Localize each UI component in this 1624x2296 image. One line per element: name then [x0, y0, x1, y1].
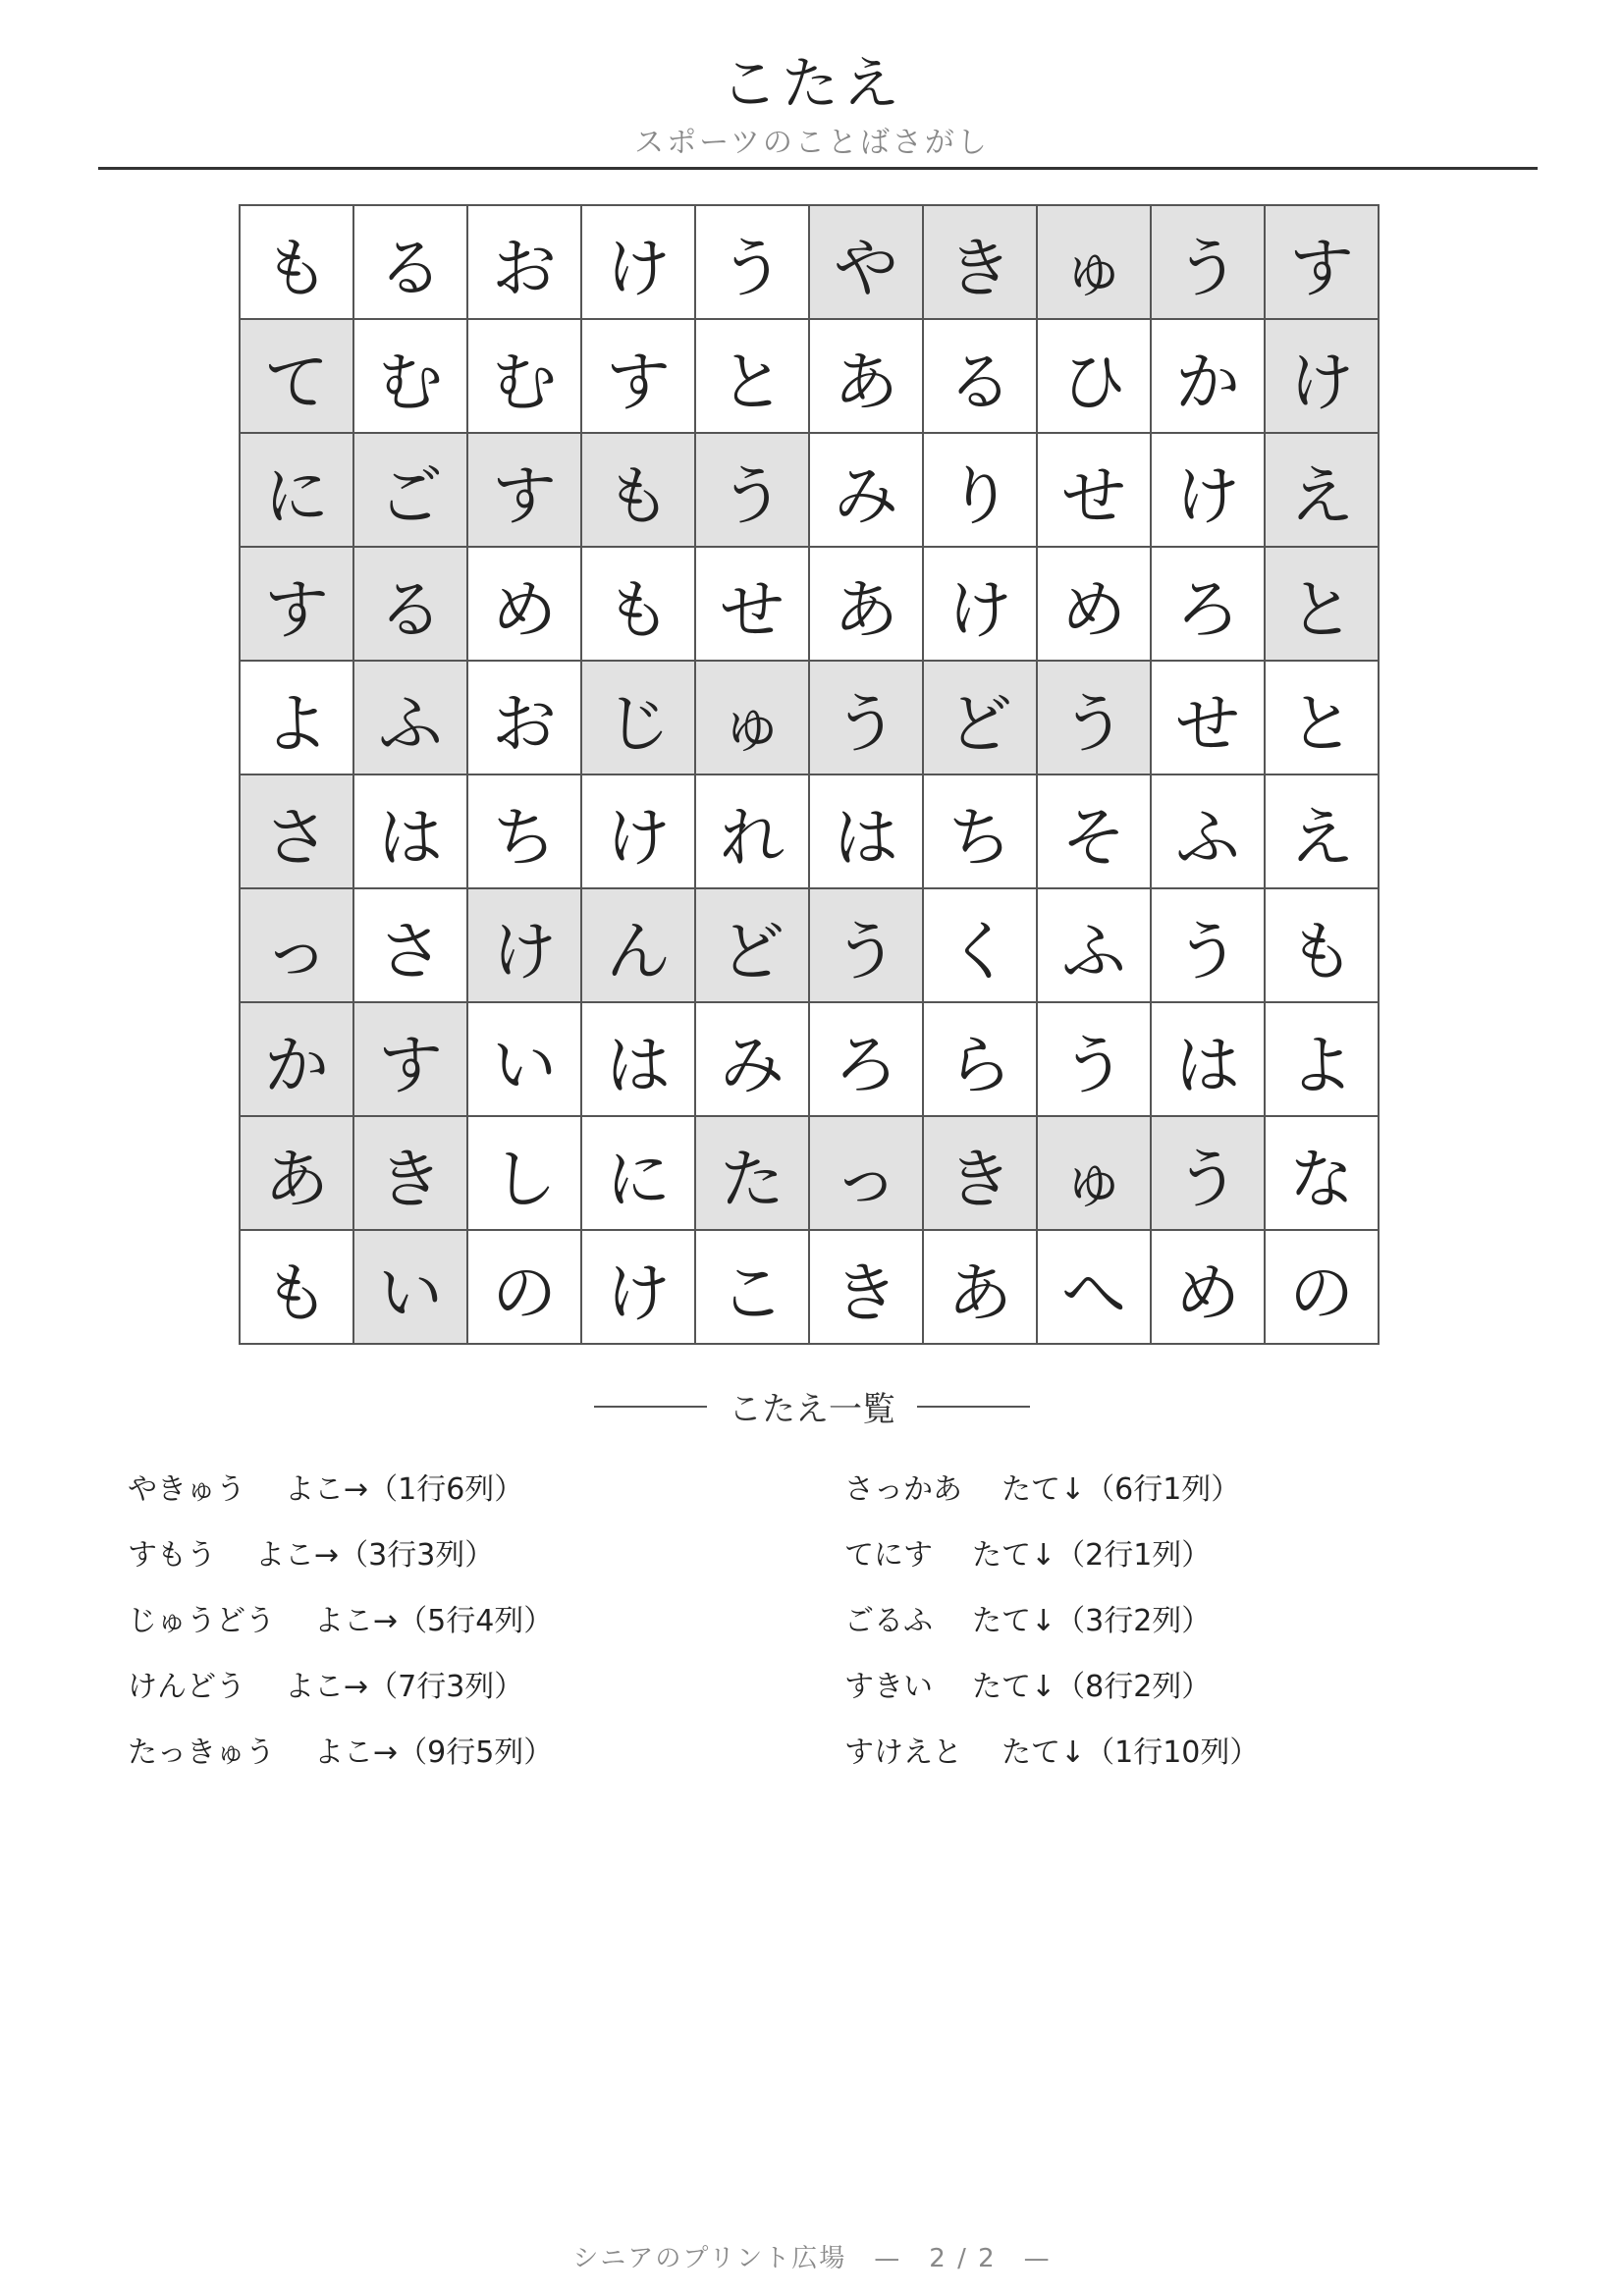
grid-cell: ゅ [696, 662, 810, 775]
grid-cell: せ [696, 548, 810, 662]
answer-word: さっかあ [844, 1471, 962, 1507]
grid-cell: よ [1266, 1003, 1380, 1117]
grid-cell: け [1266, 320, 1380, 434]
grid-cell: き [810, 1231, 924, 1345]
grid-cell: そ [1038, 775, 1152, 889]
answer-position: たて↓（6行1列） [1001, 1471, 1241, 1507]
grid-cell: け [582, 1231, 696, 1345]
grid-cell: き [354, 1117, 468, 1231]
grid-cell: あ [810, 320, 924, 434]
grid-cell: ふ [1152, 775, 1266, 889]
grid-cell: は [1152, 1003, 1266, 1117]
grid-cell: う [696, 206, 810, 320]
grid-cell: う [810, 662, 924, 775]
grid-cell: お [468, 662, 582, 775]
grid-cell: り [924, 434, 1038, 548]
grid-cell: る [354, 548, 468, 662]
answer-item [128, 1650, 844, 1716]
answer-position: よこ→（3行3列） [255, 1537, 495, 1573]
grid-cell: も [241, 1231, 354, 1345]
grid-cell: さ [354, 889, 468, 1003]
grid-cell: ゅ [1038, 206, 1152, 320]
grid-cell: と [1266, 662, 1380, 775]
grid-cell: す [468, 434, 582, 548]
grid-cell: え [1266, 775, 1380, 889]
grid-cell: か [241, 1003, 354, 1117]
grid-cell: み [696, 1003, 810, 1117]
answer-position: たて↓（3行2列） [972, 1603, 1212, 1638]
grid-cell: っ [810, 1117, 924, 1231]
grid-cell: ろ [810, 1003, 924, 1117]
grid-cell: め [1152, 1231, 1266, 1345]
grid-cell: す [241, 548, 354, 662]
page-title: こたえ [720, 50, 903, 117]
grid-cell: ふ [1038, 889, 1152, 1003]
grid-cell: に [582, 1117, 696, 1231]
grid-cell: き [924, 206, 1038, 320]
grid-cell: す [1266, 206, 1380, 320]
grid-cell: え [1266, 434, 1380, 548]
grid-cell: め [468, 548, 582, 662]
answer-item [844, 1716, 1502, 1782]
grid-cell: ん [582, 889, 696, 1003]
grid-cell: あ [924, 1231, 1038, 1345]
answer-item [128, 1519, 844, 1584]
grid-cell: み [810, 434, 924, 548]
grid-cell: き [924, 1117, 1038, 1231]
grid-cell: す [354, 1003, 468, 1117]
grid-cell: う [1038, 1003, 1152, 1117]
grid-cell: て [241, 320, 354, 434]
grid-cell: ゅ [1038, 1117, 1152, 1231]
answer-position: よこ→（9行5列） [314, 1735, 554, 1770]
grid-cell: あ [810, 548, 924, 662]
grid-cell: な [1266, 1117, 1380, 1231]
grid-cell: ど [924, 662, 1038, 775]
answer-word: けんどう [128, 1669, 245, 1704]
grid-cell: る [354, 206, 468, 320]
grid-cell: う [1038, 662, 1152, 775]
answer-list-heading-text: こたえ一覧 [729, 1390, 895, 1429]
grid-cell: は [582, 1003, 696, 1117]
grid-cell: ど [696, 889, 810, 1003]
answer-word: すもう [128, 1537, 216, 1573]
grid-cell: の [1266, 1231, 1380, 1345]
grid-cell: へ [1038, 1231, 1152, 1345]
grid-cell: れ [696, 775, 810, 889]
answer-word: じゅうどう [128, 1603, 275, 1638]
grid-cell: い [354, 1231, 468, 1345]
answer-position: たて↓（1行10列） [1001, 1735, 1260, 1770]
grid-cell: う [810, 889, 924, 1003]
answer-word: てにす [844, 1537, 933, 1573]
grid-cell: や [810, 206, 924, 320]
grid-cell: お [468, 206, 582, 320]
page-subtitle: スポーツのことばさがし [634, 126, 990, 160]
answer-item [844, 1650, 1502, 1716]
answer-word: たっきゅう [128, 1735, 275, 1770]
answer-position: たて↓（8行2列） [972, 1669, 1212, 1704]
grid-cell: さ [241, 775, 354, 889]
grid-cell: も [582, 548, 696, 662]
grid-cell: せ [1038, 434, 1152, 548]
grid-cell: め [1038, 548, 1152, 662]
grid-cell: に [241, 434, 354, 548]
grid-cell: う [1152, 889, 1266, 1003]
answer-item [844, 1584, 1502, 1650]
grid-cell: あ [241, 1117, 354, 1231]
grid-cell: け [1152, 434, 1266, 548]
grid-cell: い [468, 1003, 582, 1117]
grid-cell: ふ [354, 662, 468, 775]
heading-line-right [917, 1406, 1030, 1408]
grid-cell: す [582, 320, 696, 434]
answer-word: やきゅう [128, 1471, 245, 1507]
answer-list-heading [0, 1382, 1624, 1430]
grid-cell: た [696, 1117, 810, 1231]
grid-cell: し [468, 1117, 582, 1231]
grid-cell: む [354, 320, 468, 434]
grid-cell: っ [241, 889, 354, 1003]
grid-cell: ら [924, 1003, 1038, 1117]
answer-position: よこ→（7行3列） [285, 1669, 524, 1704]
grid-cell: の [468, 1231, 582, 1345]
grid-cell: け [582, 775, 696, 889]
grid-cell: ひ [1038, 320, 1152, 434]
answer-item [844, 1453, 1502, 1519]
grid-cell: ご [354, 434, 468, 548]
grid-cell: は [354, 775, 468, 889]
grid-cell: る [924, 320, 1038, 434]
grid-cell: じ [582, 662, 696, 775]
word-search-grid [239, 204, 1380, 1345]
grid-cell: も [241, 206, 354, 320]
grid-cell: ち [468, 775, 582, 889]
grid-cell: せ [1152, 662, 1266, 775]
answer-item [844, 1519, 1502, 1584]
grid-cell: け [582, 206, 696, 320]
answer-list [128, 1453, 1502, 1782]
answer-word: ごるふ [844, 1603, 933, 1638]
header-divider [98, 167, 1538, 170]
grid-cell: も [1266, 889, 1380, 1003]
grid-cell: か [1152, 320, 1266, 434]
grid-cell: む [468, 320, 582, 434]
heading-line-left [594, 1406, 707, 1408]
grid-cell: も [582, 434, 696, 548]
answer-item [128, 1584, 844, 1650]
grid-cell: と [1266, 548, 1380, 662]
grid-cell: ち [924, 775, 1038, 889]
grid-cell: う [1152, 206, 1266, 320]
grid-cell: く [924, 889, 1038, 1003]
answer-item [128, 1716, 844, 1782]
answer-word: すけえと [844, 1735, 962, 1770]
answer-position: たて↓（2行1列） [972, 1537, 1212, 1573]
grid-cell: よ [241, 662, 354, 775]
grid-cell: ろ [1152, 548, 1266, 662]
grid-cell: け [924, 548, 1038, 662]
answer-position: よこ→（1行6列） [285, 1471, 524, 1507]
grid-cell: う [1152, 1117, 1266, 1231]
grid-cell: け [468, 889, 582, 1003]
answer-word: すきい [844, 1669, 933, 1704]
grid-cell: は [810, 775, 924, 889]
answer-item [128, 1453, 844, 1519]
grid-cell: と [696, 320, 810, 434]
answer-position: よこ→（5行4列） [314, 1603, 554, 1638]
grid-cell: う [696, 434, 810, 548]
page-footer: シニアのプリント広場 — 2 / 2 — [572, 2244, 1052, 2273]
grid-cell: こ [696, 1231, 810, 1345]
